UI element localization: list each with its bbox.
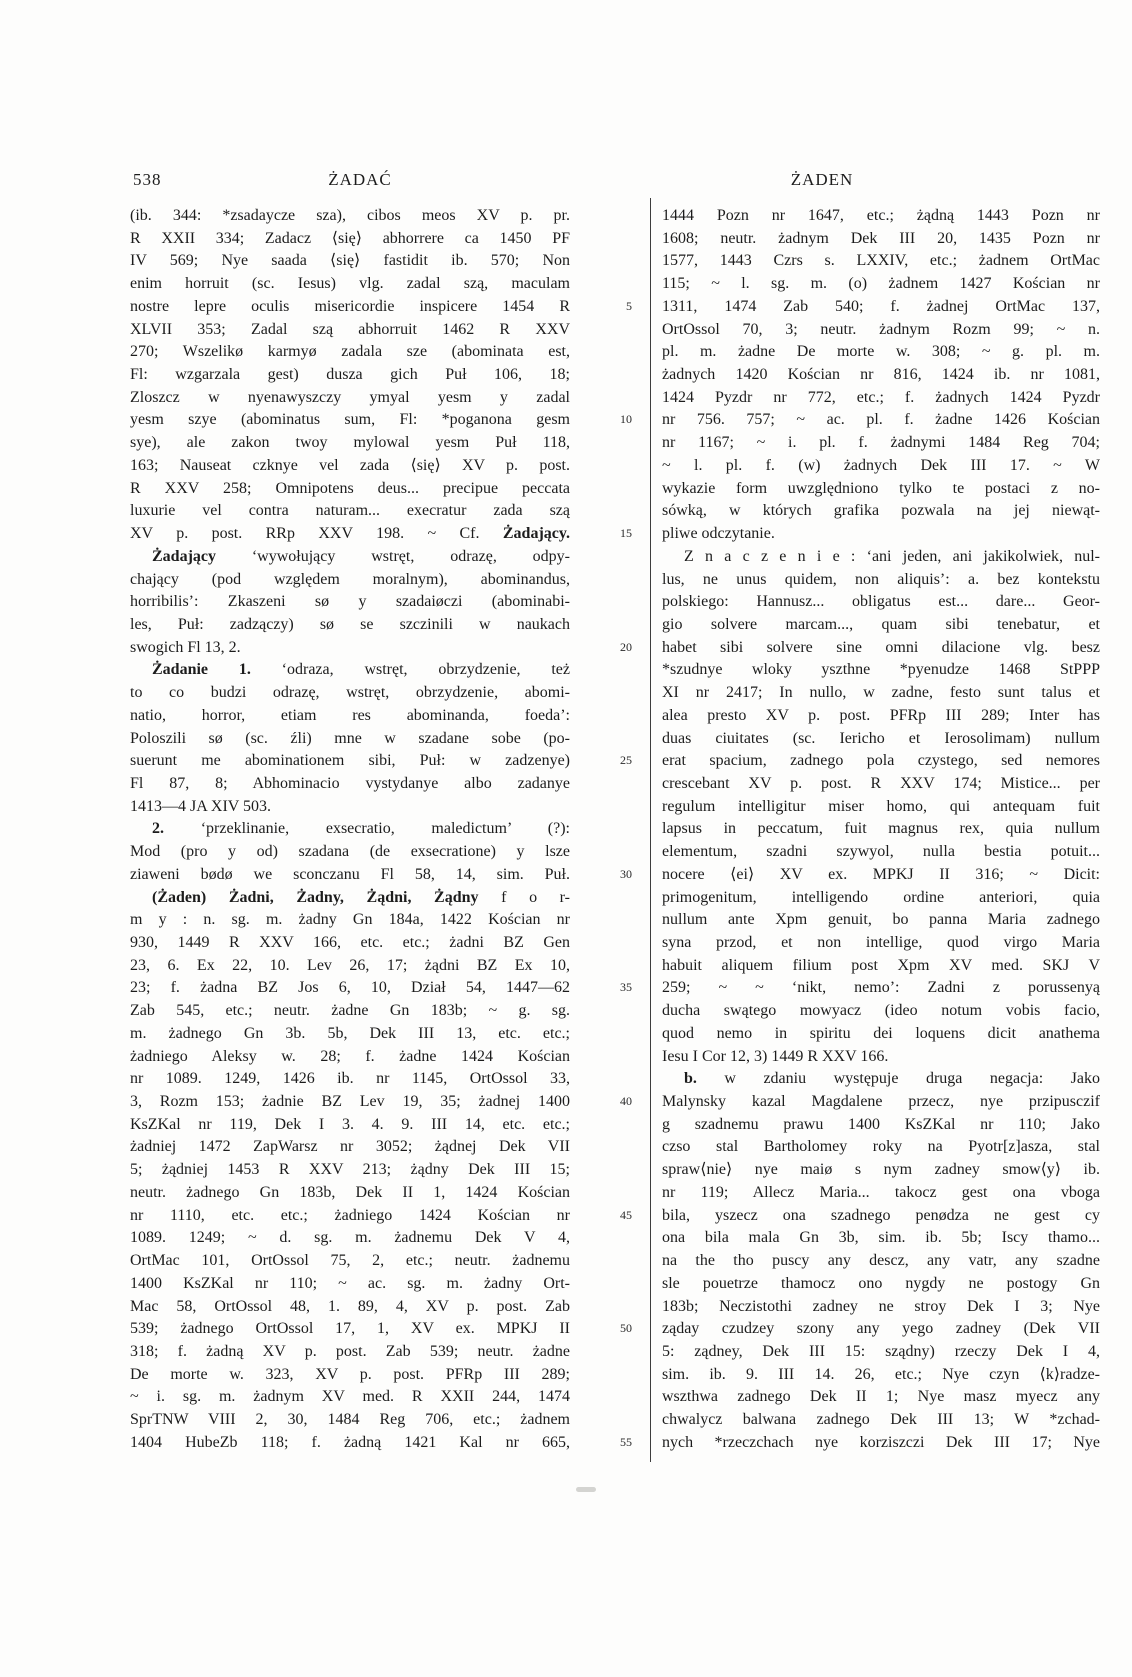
text-line: quod nemo in spiritu dei loquens dicit anathema — [662, 1024, 1100, 1042]
text-line: Zloszcz w nyenawyszczy ymyal yesm y zadal — [130, 388, 570, 406]
text-line: XV p. post. RRp XXV 198. ~ Cf. Żadający. — [130, 525, 570, 543]
text-line: ~ l. pl. f. (w) żadnych Dek III 17. ~ W — [662, 456, 1100, 474]
text-line: *szudnye wloky yszthne *pyenudze 1468 StPPP — [662, 661, 1100, 679]
text-line: nr 1167; ~ i. pl. f. żadnymi 1484 Reg 704; — [662, 434, 1100, 452]
text-line: Fl: wzgarzala gest) dusza gich Puł 106, 18; — [130, 366, 570, 384]
text-line: R XXV 258; Omnipotens deus... precipue peccata — [130, 479, 570, 497]
text-line: elementum, szadni szywyol, nulla bestia potuit... — [662, 843, 1100, 861]
line-number: 55 — [620, 1434, 632, 1449]
line-number: 10 — [620, 412, 632, 427]
text-line: sówką, w których grafika pozwala na jej niewąt- — [662, 502, 1100, 520]
text-line: 1413—4 JA XIV 503. — [130, 797, 272, 815]
text-line: natio, horror, etiam res abominanda, foeda’: — [130, 706, 570, 724]
text-line: Poloszili sø (sc. źli) mne w szadane sobe (po- — [130, 729, 570, 747]
text-line: IV 569; Nye saada ⟨się⟩ fastidit ib. 570; Non — [130, 252, 570, 270]
text-line: 23, 6. Ex 22, 10. Lev 26, 17; żądni BZ Ex 10, — [130, 956, 570, 974]
text-line: KsZKal nr 119, Dek I 3. 4. 9. III 14, etc. etc.; — [130, 1115, 570, 1133]
line-number: 20 — [620, 639, 632, 654]
text-line: alea presto XV p. post. PFRp III 289; Inter has — [662, 706, 1100, 724]
text-line: crescebant XV p. post. R XXV 174; Mistice... per — [662, 774, 1100, 792]
text-line: 1400 KsZKal nr 110; ~ ac. sg. m. żadny Ort- — [130, 1274, 570, 1292]
text-line: nullum ante Xpm genuit, bo panna Maria zadnego — [662, 911, 1100, 929]
text-line: ziaweni bødø we sconczanu Fl 58, 14, sim. Puł. — [130, 865, 570, 883]
text-line: 1089. 1249; ~ d. sg. m. żadnemu Dek V 4, — [130, 1229, 570, 1247]
text-line: pl. m. żadne De morte w. 308; ~ g. pl. m. — [662, 343, 1100, 361]
text-line: g szadnemu prawu 1400 KsZKal nr 110; Jako — [662, 1115, 1100, 1133]
running-header — [0, 170, 1132, 194]
text-line: 1424 Pyzdr nr 772, etc.; f. żadnych 1424 Pyzdr — [662, 388, 1100, 406]
text-line: 1404 HubeZb 118; f. żadną 1421 Kal nr 665, — [130, 1433, 570, 1451]
right-column — [662, 205, 1100, 1455]
text-line: (Żaden) Żadni, Żadny, Żądni, Żądny f o r- — [152, 888, 570, 906]
line-number: 15 — [620, 526, 632, 541]
text-line: nr 119; Allecz Maria... takocz gest ona vboga — [662, 1183, 1100, 1201]
text-line: czso stal Bartholomey roky na Pyotr[z]asza, stal — [662, 1138, 1100, 1156]
text-line: żadniej 1472 ZapWarsz nr 3052; żądnej Dek VII — [130, 1138, 570, 1156]
text-line: nr 1089. 1249, 1426 ib. nr 1145, OrtOssol 33, — [130, 1070, 570, 1088]
text-line: m y : n. sg. m. żadny Gn 184a, 1422 Kościan nr — [130, 911, 570, 929]
text-line: nr 1110, etc. etc.; żadniego 1424 Kościan nr — [130, 1206, 570, 1224]
text-line: chający (pod względem moralnym), abominandus, — [130, 570, 570, 588]
text-line: żadniego Aleksy w. 28; f. żadne 1424 Kościan — [130, 1047, 570, 1065]
text-line: les, Puł: zadzączy) sø se szczinili w naukach — [130, 615, 570, 633]
text-line: 115; ~ l. sg. m. (o) żadnem 1427 Kościan nr — [662, 275, 1100, 293]
line-number: 45 — [620, 1207, 632, 1222]
text-line: habet sibi solvere sine omni dilacione vlg. besz — [662, 638, 1100, 656]
text-line: 163; Nauseat czknye vel zada ⟨się⟩ XV p. post. — [130, 456, 570, 474]
text-line: horribilis’: Zkaszeni sø y szadaiøczi (abominabi- — [130, 593, 570, 611]
text-line: OrtMac 101, OrtOssol 75, 2, etc.; neutr. żadnemu — [130, 1252, 570, 1270]
text-line: lapsus in peccatum, fuit magnus rex, quia nullum — [662, 820, 1100, 838]
text-line: 183b; Neczistothi zadney ne stroy Dek I 3; Nye — [662, 1297, 1100, 1315]
line-number: 30 — [620, 866, 632, 881]
text-line: 5: ządney, Dek III 15: sządny) rzeczy Dek I 4, — [662, 1342, 1100, 1360]
text-line: pliwe odczytanie. — [662, 525, 775, 543]
text-line: 2. ‘przeklinanie, exsecratio, maledictum’ (?): — [152, 820, 570, 838]
text-line: nostre lepre oculis misericordie inspicere 1454 R — [130, 297, 570, 315]
line-number: 5 — [626, 298, 632, 313]
text-line: luxurie vel contra naturam... execratur zada szą — [130, 502, 570, 520]
text-line: SprTNW VIII 2, 30, 1484 Reg 706, etc.; żadnem — [130, 1411, 570, 1429]
text-line: erat spacium, zadnego pola czystego, sed nemores — [662, 752, 1100, 770]
text-line: 3, Rozm 153; żadnie BZ Lev 19, 35; żadnej 1400 — [130, 1093, 570, 1111]
text-line: ząday czudzey szony any yego zadney (Dek VII — [662, 1320, 1100, 1338]
text-line: De morte w. 323, XV p. post. PFRp III 289; — [130, 1365, 570, 1383]
text-line: XI nr 2417; In nullo, w zadne, festo sunt talus et — [662, 684, 1100, 702]
line-number: 40 — [620, 1094, 632, 1109]
text-line: 1311, 1474 Zab 540; f. żadnej OrtMac 137, — [662, 297, 1100, 315]
page-number: 538 — [133, 170, 162, 189]
text-line: XLVII 353; Zadal szą abhorruit 1462 R XXV — [130, 320, 570, 338]
text-line: Żadanie 1. ‘odraza, wstręt, obrzydzenie, też — [152, 661, 570, 679]
text-line: 5; żądniej 1453 R XXV 213; żądny Dek III 15; — [130, 1161, 570, 1179]
text-line: yesm szye (abominatus sum, Fl: *poganona gesm — [130, 411, 570, 429]
text-line: 1608; neutr. żadnym Dek III 20, 1435 Pozn nr — [662, 229, 1100, 247]
text-line: 270; Wszelikø karmyø zadala sze (abominata est, — [130, 343, 570, 361]
text-line: 539; żadnego OrtOssol 17, 1, XV ex. MPKJ II — [130, 1320, 570, 1338]
text-line: suerunt me abominationem sibi, Puł: w zadzenye) — [130, 752, 570, 770]
text-line: Iesu I Cor 12, 3) 1449 R XXV 166. — [662, 1047, 889, 1065]
header-keyword-right: ŻADEN — [790, 170, 854, 189]
text-line: nych *rzeczchach nye korziszczi Dek III 17; Nye — [662, 1433, 1100, 1451]
text-line: b. w zdaniu występuje druga negacja: Jako — [684, 1070, 1100, 1088]
text-line: chwalycz balwana zadnego Dek III 13; W *zchad- — [662, 1411, 1100, 1429]
text-line: spraw⟨nie⟩ nye maiø s nym zadney smow⟨y⟩ ib. — [662, 1161, 1100, 1179]
text-line: nocere ⟨ei⟩ XV ex. MPKJ II 316; ~ Dicit: — [662, 865, 1100, 883]
header-keyword-left: ŻADAĆ — [328, 170, 392, 189]
text-line: 318; f. żadną XV p. post. Zab 539; neutr. żadne — [130, 1342, 570, 1360]
text-line: gio solvere marcam..., quam sibi tenebatur, et — [662, 615, 1100, 633]
text-line: duas ciuitates (sc. Iericho et Ierosolimam) nullum — [662, 729, 1100, 747]
text-line: lus, ne unus quidem, non aliquis’: a. bez kontekstu — [662, 570, 1100, 588]
left-column — [130, 205, 570, 1455]
text-line: sle pouetrze thamocz ono nygdy ne postogy Gn — [662, 1274, 1100, 1292]
text-line: Mac 58, OrtOssol 48, 1. 89, 4, XV p. post. Zab — [130, 1297, 570, 1315]
text-line: primogenitum, intelligendo ordine anteriori, quia — [662, 888, 1100, 906]
text-line: nr 756. 757; ~ ac. pl. f. żadne 1426 Kościan — [662, 411, 1100, 429]
text-line: OrtOssol 70, 3; neutr. żadnym Rozm 99; ~ n. — [662, 320, 1100, 338]
text-line: Fl 87, 8; Abhominacio vystydanye albo zadanye — [130, 774, 570, 792]
line-number: 50 — [620, 1321, 632, 1336]
text-line: regulum intelligitur miser homo, qui antequam fuit — [662, 797, 1100, 815]
text-line: Mod (pro y od) szadana (de exsecratione) y lsze — [130, 843, 570, 861]
line-number: 35 — [620, 980, 632, 995]
text-line: wszthwa zadnego Dek II 1; Nye masz myecz any — [662, 1388, 1100, 1406]
text-line: Żadający ‘wywołujący wstręt, odrazę, odpy- — [152, 547, 570, 565]
text-line: Z n a c z e n i e : ‘ani jeden, ani jakikolwiek, nul- — [684, 547, 1100, 565]
text-line: m. żadnego Gn 3b. 5b, Dek III 13, etc. etc.; — [130, 1024, 570, 1042]
column-divider-rule — [650, 198, 651, 1462]
text-line: habuit aliquem filium post Xpm XV med. SKJ V — [662, 956, 1100, 974]
text-line: enim horruit (sc. Iesus) vlg. zadal szą, maculam — [130, 275, 570, 293]
text-line: syna przod, et non intellige, quod virgo Maria — [662, 934, 1100, 951]
text-line: Malynsky kazal Magdalene przecz, nye przipusczif — [662, 1093, 1100, 1111]
text-line: bila, yszecz ona szadnego penødza ne gest cy — [662, 1206, 1100, 1224]
line-number: 25 — [620, 753, 632, 768]
text-line: neutr. żadnego Gn 183b, Dek II 1, 1424 Kościan — [130, 1183, 570, 1201]
text-line: ona bila mala Gn 3b, sim. ib. 5b; Iscy thamo... — [662, 1229, 1100, 1247]
text-line: ducha swątego mowyacz (ideo notum vobis facio, — [662, 1002, 1100, 1020]
text-line: Zab 545, etc.; neutr. żadne Gn 183b; ~ g. sg. — [130, 1002, 570, 1020]
text-line: 23; f. żadna BZ Jos 6, 10, Dział 54, 1447—62 — [130, 979, 570, 997]
text-line: 1444 Pozn nr 1647, etc.; żądną 1443 Pozn nr — [662, 207, 1100, 224]
text-line: sim. ib. 9. III 14. 26, etc.; Nye czyn ⟨k⟩radze- — [662, 1365, 1100, 1383]
line-number-gutter — [596, 0, 638, 1677]
text-line: (ib. 344: *zsadaycze sza), cibos meos XV p. pr. — [130, 207, 570, 224]
text-line: żadnych 1420 Kościan nr 816, 1424 ib. nr 1081, — [662, 366, 1100, 384]
text-line: swogich Fl 13, 2. — [130, 638, 241, 656]
text-line: polskiego: Hannusz... obligatus est... dare... Geor- — [662, 593, 1100, 611]
text-line: ~ i. sg. m. żadnym XV med. R XXII 244, 1474 — [130, 1388, 570, 1406]
text-line: wykazie form uwzględniono tylko te postaci z no- — [662, 479, 1100, 497]
text-line: 930, 1449 R XXV 166, etc. etc.; żadni BZ Gen — [130, 934, 570, 951]
text-line: to co budzi odrazę, wstręt, obrzydzenie, abomi- — [130, 684, 570, 702]
text-line: R XXII 334; Zadacz ⟨się⟩ abhorrere ca 1450 PF — [130, 229, 570, 247]
text-line: 1577, 1443 Czrs s. LXXIV, etc.; żadnem OrtMac — [662, 252, 1100, 270]
text-line: 259; ~ ~ ‘nikt, nemo’: Zadni z porussenyą — [662, 979, 1100, 997]
text-line: sye), ale zakon twoy mylowal yesm Puł 118, — [130, 434, 570, 452]
text-line: na the tho puscy any descz, any vatr, any szadne — [662, 1252, 1100, 1270]
scan-artifact-mark — [576, 1487, 596, 1492]
